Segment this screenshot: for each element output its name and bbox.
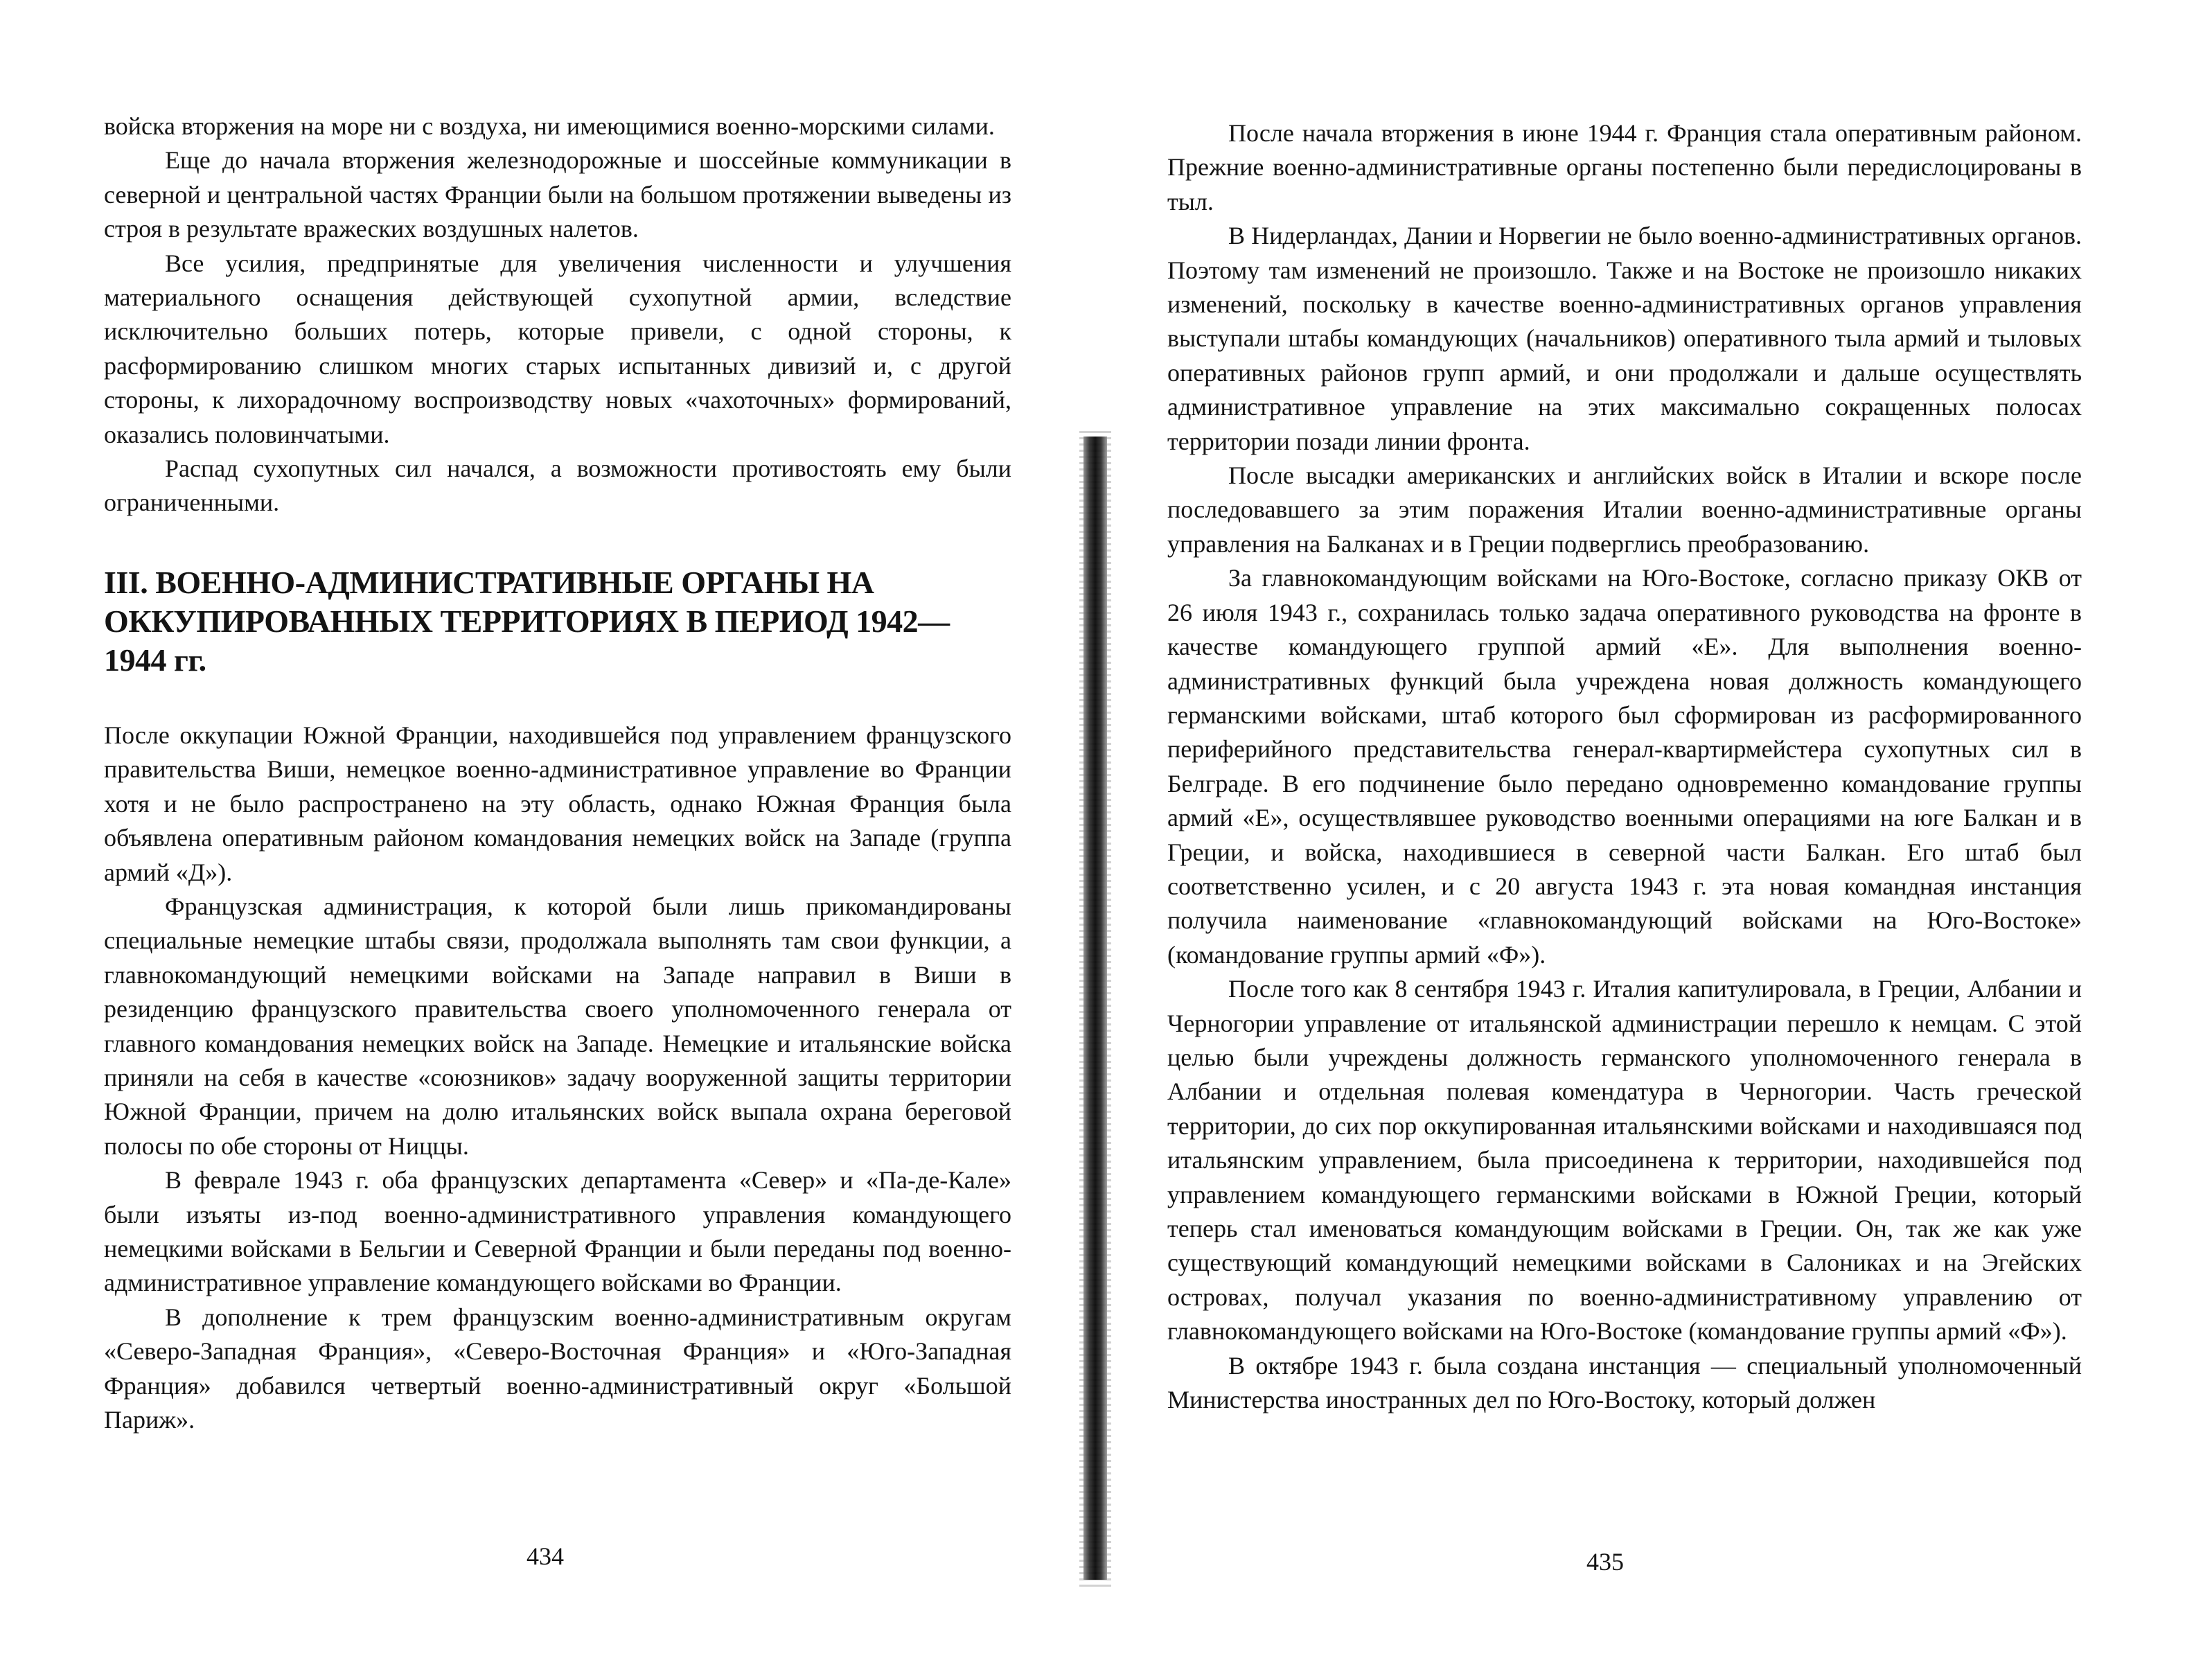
left-paragraph-3: Все усилия, предпринятые для увеличения численности и улучшения материального оснащения действующей сухопутной армии, вследствие исключительно больших потерь, которые привели, с одной стороны, к расформированию слишком многих старых испытанных дивизий и, с другой стороны, к лихорадочному воспроизводству новых «чахоточных» формирований, оказались половинчатыми. xyxy=(104,249,1011,448)
right-paragraph-3: После высадки американских и английских войск в Италии и вскоре после последовавшего за этим поражения Италии военно-административные органы управления на Балканах и в Греции подверглись преобразованию. xyxy=(1167,461,2082,558)
right-paragraph-4: За главнокомандующим войсками на Юго-Востоке, согласно приказу ОКВ от 26 июля 1943 г., сохранилась только задача оперативного руководства на фронте в качестве командующего группой армий «Е». Для выполнения военно-административных функций была учреждена новая должность командующего германскими войсками, штаб которого был сформирован из расформированного периферийного представительства генерал-квартирмейстера сухопутных сил в Белграде. В его подчинение было передано одновременно командование группы армий «Е», осуществлявшее руководство военными операциями на юге Балкан и в Греции, и войска, находившиеся в северной части Балкан. Его штаб был соответственно усилен, и с 20 августа 1943 г. эта новая командная инстанция получила наименование «главнокомандующий войсками на Юго-Востоке» (командование группы армий «Ф»). xyxy=(1167,564,2082,969)
right-text-column xyxy=(1167,116,2082,1417)
section-paragraph-1: После оккупации Южной Франции, находившейся под управлением французского правительства Виши, немецкое военно-административное управление во Франции хотя и не было распространено на эту область, однако Южная Франция была объявлена оперативным районом командования немецких войск на Западе (группа армий «Д»). xyxy=(104,721,1011,886)
right-paragraph-1: После начала вторжения в июне 1944 г. Франция стала оперативным районом. Прежние военно-административные органы постепенно были передислоцированы в тыл. xyxy=(1167,119,2082,215)
left-paragraph-2: Еще до начала вторжения железнодорожные и шоссейные коммуникации в северной и центральной частях Франции были на большом протяжении выведены из строя в результате вражеских воздушных налетов. xyxy=(104,146,1011,243)
section-paragraph-2: Французская администрация, к которой были лишь прикомандированы специальные немецкие штабы связи, продолжала выполнять там свои функции, а главнокомандующий немецкими войсками на Западе направил в Виши в резиденцию французского правительства своего уполномоченного генерала от главного командования немецких войск на Западе. Немецкие и итальянские войска приняли на себя в качестве «союзников» задачу вооруженной защиты территории Южной Франции, причем на долю итальянских войск выпала охрана береговой полосы по обе стороны от Ниццы. xyxy=(104,892,1011,1160)
left-paragraph-4: Распад сухопутных сил начался, а возможности противостоять ему были ограниченными. xyxy=(104,455,1011,517)
right-paragraph-6: В октябре 1943 г. была создана инстанция — специальный уполномоченный Министерства иностранных дел по Юго-Востоку, который должен xyxy=(1167,1351,2082,1414)
section-paragraph-3: В феврале 1943 г. оба французских департамента «Север» и «Па-де-Кале» были изъяты из-под военно-административного управления командующего немецкими войсками в Бельгии и Северной Франции и были переданы под военно-административное управление командующего войсками во Франции. xyxy=(104,1166,1011,1297)
section-paragraph-4: В дополнение к трем французским военно-административным округам «Северо-Западная Франция», «Северо-Восточная Франция» и «Юго-Западная Франция» добавился четвертый военно-административный округ «Большой Париж». xyxy=(104,1303,1011,1434)
right-page xyxy=(1108,0,2212,1674)
page-number-right: 435 xyxy=(1586,1548,1624,1576)
section-heading: III. ВОЕННО-АДМИНИСТРАТИВНЫЕ ОРГАНЫ НА ОККУПИРОВАННЫХ ТЕРРИТОРИЯХ В ПЕРИОД 1942—1944 гг. xyxy=(104,564,950,678)
left-paragraph-1: войска вторжения на море ни с воздуха, ни имеющимися военно-морскими силами. xyxy=(104,112,995,140)
book-spine xyxy=(1083,437,1107,1580)
page-number-left: 434 xyxy=(527,1542,564,1570)
right-paragraph-5: После того как 8 сентября 1943 г. Италия капитулировала, в Греции, Албании и Черногории управление от итальянской администрации перешло к немцам. С этой целью были учреждены должность германского уполномоченного генерала в Албании и отдельная полевая комендатура в Черногории. Часть греческой территории, до сих пор оккупированная итальянскими войсками и находившаяся под итальянским управлением, была присоединена к территории, находившейся под управлением командующего германскими войсками в Южной Греции, который теперь стал именоваться командующим войсками в Греции. Он, так же как уже существующий командующий немецкими войсками в Салониках и на Эгейских островах, получал указания по военно-административному управлению от главнокомандующего войсками на Юго-Востоке (командование группы армий «Ф»). xyxy=(1167,975,2082,1346)
left-page xyxy=(0,0,1081,1674)
right-paragraph-2: В Нидерландах, Дании и Норвегии не было военно-административных органов. Поэтому там изменений не произошло. Также и на Востоке не произошло никаких изменений, поскольку в качестве военно-административных органов управления выступали штабы командующих (начальников) оперативного тыла армий и тыловых оперативных районов групп армий, и они продолжали и дальше осуществлять административное управление на этих максимально сокращенных полосах территории позади линии фронта. xyxy=(1167,222,2082,455)
left-text-column xyxy=(104,109,1011,1437)
